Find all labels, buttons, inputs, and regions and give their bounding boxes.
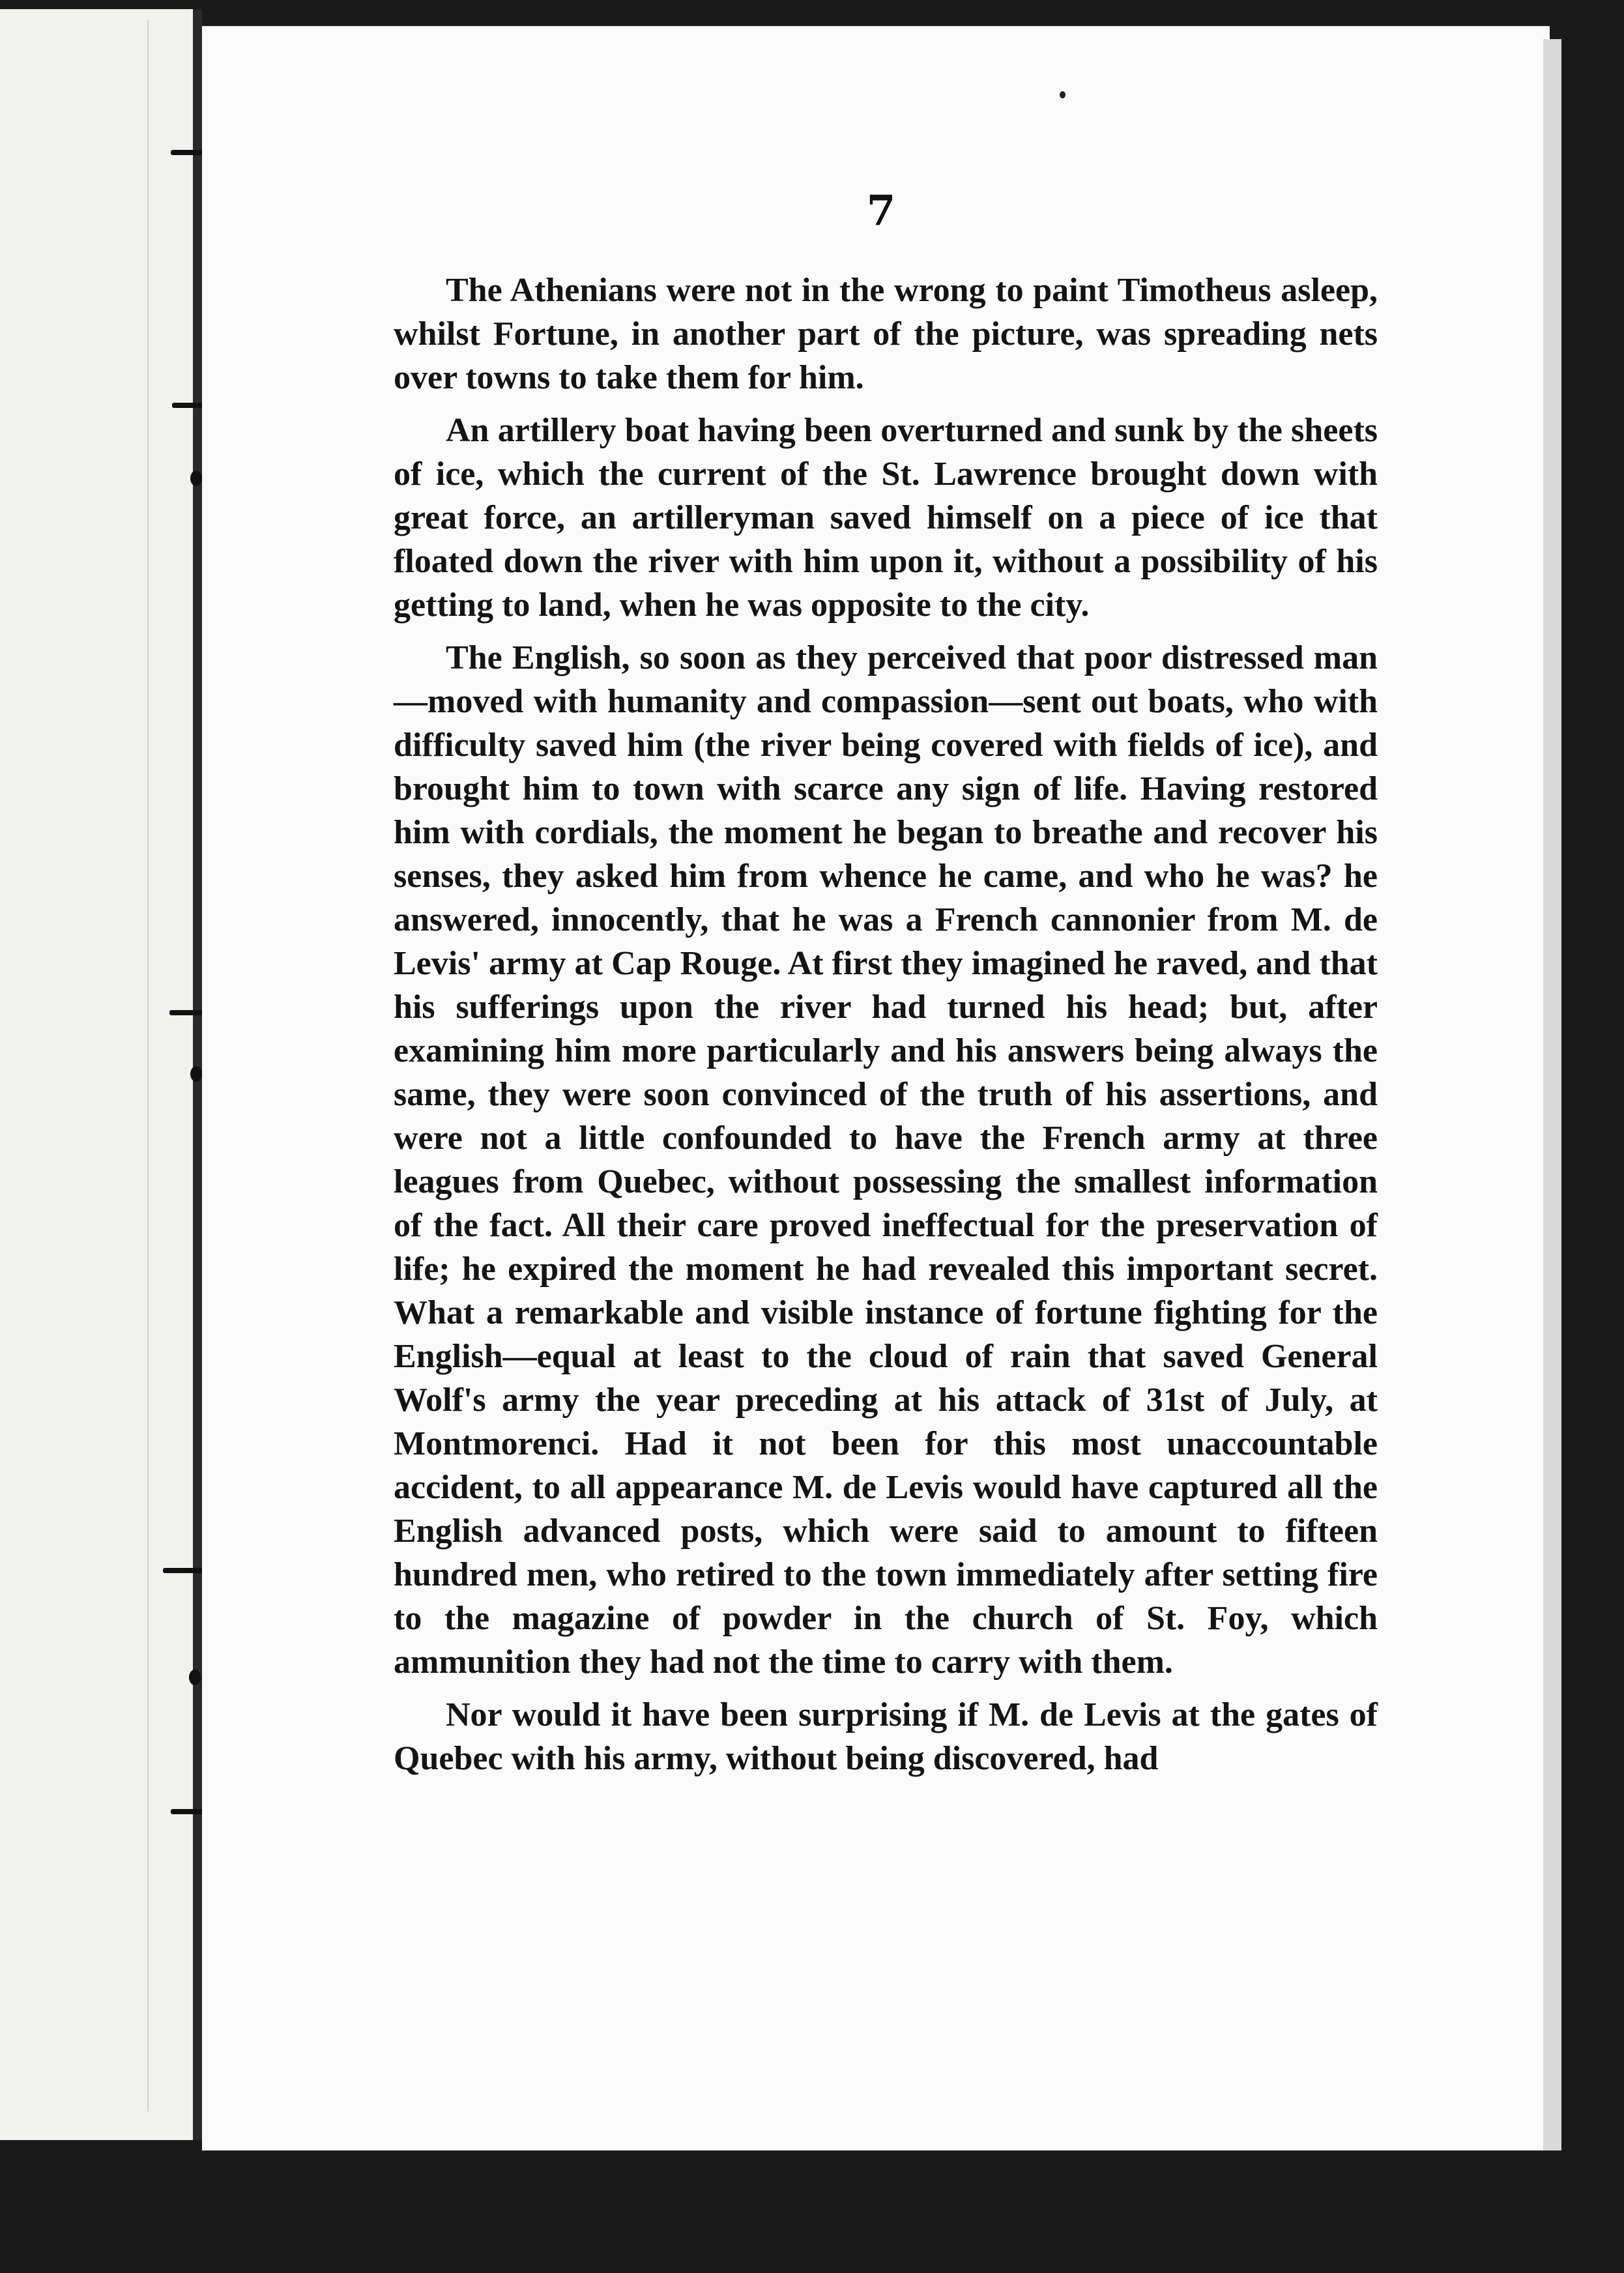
binding-stitch	[189, 1670, 201, 1685]
paragraph: Nor would it have been surprising if M. de Levis at the gates of Quebec with his army, without being discovered, had	[394, 1696, 1378, 1777]
binding-stitch	[190, 1066, 202, 1082]
facing-page	[0, 9, 196, 2140]
ink-speck	[1060, 91, 1066, 98]
facing-page-edge	[147, 20, 149, 2111]
page-number: 7	[866, 186, 896, 235]
paragraph: The English, so soon as they perceived that poor distressed man—moved with humanity and compassion—sent out boats, who with difficulty saved him (the river being covered with fields of ice), and brought him to town with scarce any sign of life. Having restored him with cordials, the moment he began to breathe and recover his senses, they asked him from whence he came, and who he was? he answered, innocently, that he was a French cannonier from M. de Levis' army at Cap Rouge. At first they imagined he raved, and that his sufferings upon the river had turned his head; but, after examining him more particularly and his answers being always the same, they were soon convinced of the truth of his assertions, and were not a little confounded to have the French army at three leagues from Quebec, without possessing the smallest information of the fact. All their care proved ineffectual for the preservation of life; he expired the moment he had revealed this important secret. What a remarkable and visible instance of fortune fighting for the English—equal at least to the cloud of rain that saved General Wolf's army the year preceding at his attack of 31st of July, at Montmorenci. Had it not been for this most unaccountable accident, to all appearance M. de Levis would have captured all the English advanced posts, which were said to amount to fifteen hundred men, who retired to the town immediately after setting fire to the magazine of powder in the church of St. Foy, which ammunition they had not the time to carry with them.	[394, 639, 1378, 1681]
paragraph: The Athenians were not in the wrong to paint Timotheus asleep, whilst Fortune, in another part of the picture, was spreading nets over towns to take them for him.	[394, 272, 1378, 396]
page-fore-edge	[1543, 39, 1561, 2150]
paragraph: An artillery boat having been overturned and sunk by the sheets of ice, which the current of the St. Lawrence brought down with great force, an artilleryman saved himself on a piece of ice that floated down the river with him upon it, without a possibility of his getting to land, when he was opposite to the city.	[394, 412, 1378, 624]
page-body	[394, 268, 1378, 1789]
binding-stitch	[190, 471, 202, 486]
